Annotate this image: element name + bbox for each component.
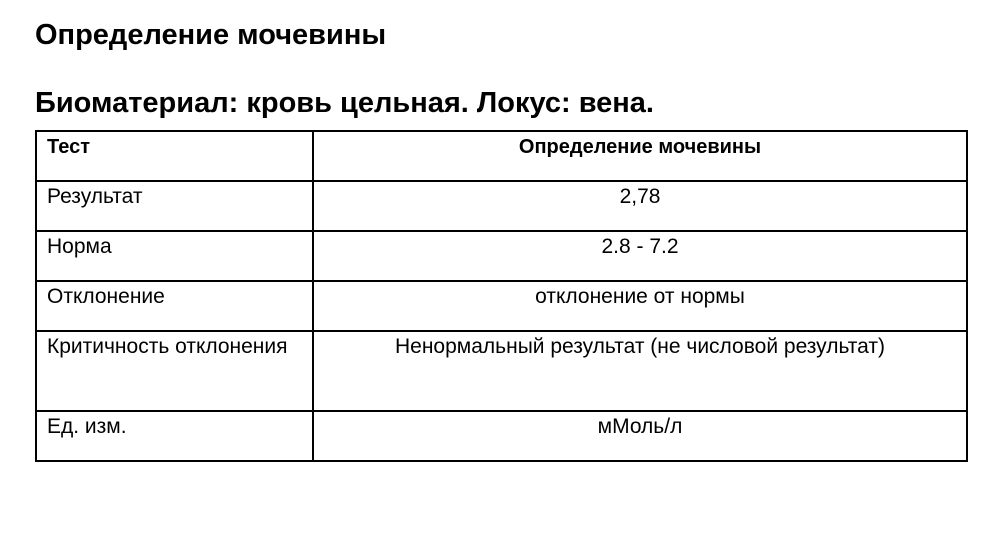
- result-value-cell: 2,78: [313, 181, 967, 231]
- table-row: [36, 411, 967, 461]
- unit-value-cell: мМоль/л: [313, 411, 967, 461]
- table-row: [36, 281, 967, 331]
- table-row: [36, 231, 967, 281]
- page-title: Определение мочевины: [35, 19, 387, 51]
- norm-label-cell: Норма: [36, 231, 313, 281]
- header-label-cell: Тест: [36, 131, 313, 181]
- biomaterial-subtitle: Биоматериал: кровь цельная. Локус: вена.: [35, 87, 654, 119]
- result-table: [35, 130, 968, 462]
- criticality-value-cell: Ненормальный результат (не числовой результат): [313, 331, 967, 411]
- table-row: [36, 181, 967, 231]
- deviation-value-cell: отклонение от нормы: [313, 281, 967, 331]
- deviation-label-cell: Отклонение: [36, 281, 313, 331]
- table-row: [36, 331, 967, 411]
- header-value-cell: Определение мочевины: [313, 131, 967, 181]
- norm-value-cell: 2.8 - 7.2: [313, 231, 967, 281]
- unit-label-cell: Ед. изм.: [36, 411, 313, 461]
- criticality-label-cell: Критичность отклонения: [36, 331, 313, 411]
- table-header-row: [36, 131, 967, 181]
- result-label-cell: Результат: [36, 181, 313, 231]
